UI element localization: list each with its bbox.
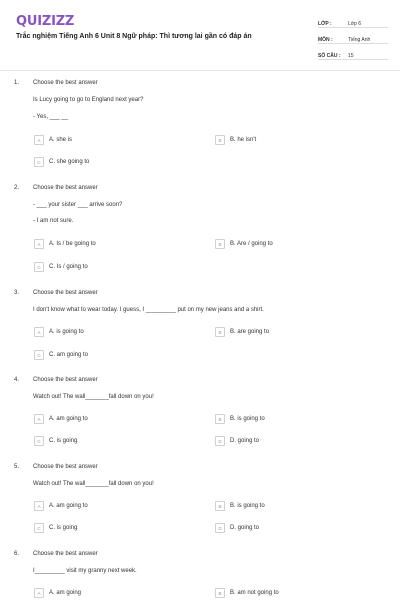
question-number: 3.: [14, 290, 20, 296]
option-c[interactable]: [34, 262, 88, 272]
option-letter-box: B: [215, 588, 225, 598]
option-text: C. is going: [49, 525, 78, 531]
question-prompt: Choose the best answer: [33, 185, 98, 191]
option-letter-box: B: [215, 501, 225, 511]
option-b[interactable]: [215, 501, 265, 511]
meta-row-count: [318, 44, 388, 60]
option-text: B. am not going to: [230, 590, 279, 596]
meta-info: [318, 12, 388, 60]
option-text: C. Is / going to: [49, 264, 88, 270]
option-c[interactable]: [34, 436, 77, 446]
meta-row-class: [318, 12, 388, 28]
question-text: Watch out! The wall_______fall down on you!: [33, 481, 154, 487]
meta-key: LỚP :: [318, 21, 332, 27]
option-d[interactable]: [215, 436, 259, 446]
option-letter-box: C: [34, 523, 44, 533]
option-text: A. is going to: [49, 329, 84, 335]
question-text: Watch out! The wall_______fall down on you!: [33, 394, 154, 400]
option-text: C. is going: [49, 438, 78, 444]
document-title: Trắc nghiệm Tiếng Anh 6 Unit 8 Ngữ pháp: Thì tương lai gần có đáp án: [16, 33, 252, 40]
option-a[interactable]: [34, 239, 96, 249]
question-number: 4.: [14, 377, 20, 383]
question-prompt: Choose the best answer: [33, 551, 98, 557]
option-a[interactable]: [34, 588, 81, 598]
option-text: D. going to: [230, 438, 260, 444]
option-text: B. is going to: [230, 416, 265, 422]
option-text: C. am going to: [49, 352, 89, 358]
option-text: B. is going to: [230, 503, 265, 509]
question-text: - Yes, ___ __: [33, 114, 69, 120]
option-d[interactable]: [215, 523, 259, 533]
option-text: B. Are / going to: [230, 241, 273, 247]
option-letter-box: D: [215, 523, 225, 533]
option-a[interactable]: [34, 501, 88, 511]
meta-value: 15: [348, 53, 354, 59]
option-letter-box: B: [215, 414, 225, 424]
option-letter-box: A: [34, 588, 44, 598]
option-b[interactable]: [215, 135, 256, 145]
option-text: A. Is / be going to: [49, 241, 96, 247]
option-text: A. am going to: [49, 416, 88, 422]
option-letter-box: D: [215, 436, 225, 446]
option-letter-box: B: [215, 327, 225, 337]
option-letter-box: A: [34, 239, 44, 249]
option-letter-box: A: [34, 327, 44, 337]
question-text: Is Lucy going to go to England next year?: [33, 97, 144, 103]
option-b[interactable]: [215, 588, 279, 598]
meta-key: MÔN :: [318, 37, 333, 43]
option-text: C. she going to: [49, 159, 90, 165]
option-a[interactable]: [34, 414, 88, 424]
meta-row-subject: [318, 28, 388, 44]
option-letter-box: C: [34, 262, 44, 272]
question-number: 6.: [14, 551, 20, 557]
meta-key: SỐ CÂU :: [318, 53, 341, 59]
option-b[interactable]: [215, 327, 269, 337]
question-prompt: Choose the best answer: [33, 464, 98, 470]
option-text: B. are going to: [230, 329, 270, 335]
header-divider: [0, 70, 400, 71]
option-text: D. going to: [230, 525, 260, 531]
option-letter-box: C: [34, 157, 44, 167]
option-letter-box: B: [215, 135, 225, 145]
option-letter-box: C: [34, 350, 44, 360]
option-b[interactable]: [215, 239, 273, 249]
option-letter-box: A: [34, 501, 44, 511]
option-a[interactable]: [34, 135, 72, 145]
question-number: 1.: [14, 80, 20, 86]
question-prompt: Choose the best answer: [33, 377, 98, 383]
option-letter-box: A: [34, 135, 44, 145]
question-number: 5.: [14, 464, 20, 470]
option-b[interactable]: [215, 414, 265, 424]
question-text: - I am not sure.: [33, 218, 74, 224]
option-text: A. am going: [49, 590, 82, 596]
question-prompt: Choose the best answer: [33, 80, 98, 86]
question-text: I_________ visit my granny next week.: [33, 568, 137, 574]
question-prompt: Choose the best answer: [33, 290, 98, 296]
option-c[interactable]: [34, 350, 88, 360]
question-number: 2.: [14, 185, 20, 191]
question-text: - ___ your sister ___ arrive soon?: [33, 202, 123, 208]
meta-value: Lớp 6: [348, 21, 362, 27]
option-c[interactable]: [34, 157, 89, 167]
option-letter-box: C: [34, 436, 44, 446]
header: [0, 0, 400, 70]
option-text: B. he isn't: [230, 137, 257, 143]
option-letter-box: A: [34, 414, 44, 424]
option-letter-box: B: [215, 239, 225, 249]
meta-value: Tiếng Anh: [348, 37, 371, 43]
option-text: A. she is: [49, 137, 73, 143]
option-a[interactable]: [34, 327, 84, 337]
question-text: I don't know what to wear today. I guess, I _________ put on my new jeans and a shirt.: [33, 307, 264, 313]
quizizz-logo: QUIZIZZ: [16, 14, 75, 29]
option-text: A. am going to: [49, 503, 88, 509]
option-c[interactable]: [34, 523, 77, 533]
